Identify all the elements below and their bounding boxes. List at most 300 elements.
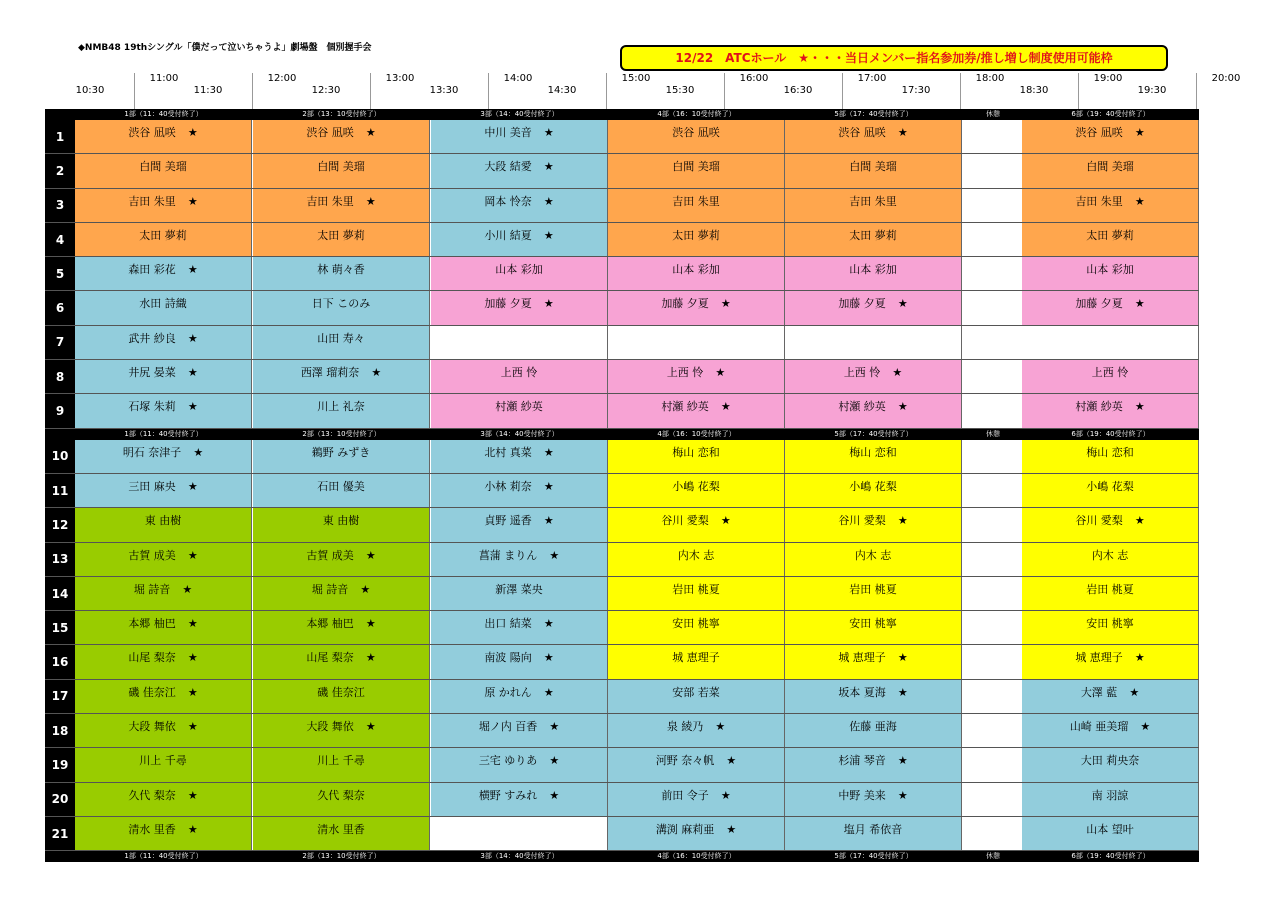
member-name: 谷川 愛梨 — [838, 514, 886, 528]
member-name: 河野 奈々帆 — [655, 754, 715, 768]
break-label: 休憩 — [986, 852, 1000, 861]
half-hour-label: 18:30 — [1019, 85, 1049, 96]
member-slot — [785, 783, 962, 816]
break-gap — [964, 680, 1022, 713]
member-slot — [75, 680, 252, 713]
member-slot — [1022, 508, 1199, 541]
member-name: 坂本 夏海 — [838, 685, 886, 699]
member-name: 安田 桃寧 — [1086, 617, 1134, 631]
session-label: 3部（14：40受付終了） — [480, 110, 559, 118]
member-slot — [608, 611, 785, 644]
star-icon: ★ — [1134, 514, 1145, 528]
session-label: 5部（17：40受付終了） — [834, 852, 913, 861]
member-name: 上西 怜 — [843, 366, 881, 380]
member-name: 堀 詩音 — [311, 582, 349, 596]
member-name: 渋谷 凪咲 — [128, 126, 176, 139]
member-slot — [75, 440, 252, 473]
member-name: 堀ノ内 百香 — [478, 720, 538, 734]
break-gap — [964, 748, 1022, 781]
star-icon: ★ — [187, 194, 198, 208]
member-name: 中野 美来 — [838, 788, 886, 802]
member-name: 小嶋 花梨 — [849, 479, 897, 493]
star-icon: ★ — [543, 126, 554, 139]
member-name: 前田 令子 — [661, 788, 709, 802]
member-name: 山本 彩加 — [1086, 263, 1134, 277]
member-slot — [1022, 394, 1199, 427]
break-gap — [964, 326, 1022, 359]
member-slot — [431, 440, 608, 473]
member-slot — [608, 474, 785, 507]
member-name: 渋谷 凪咲 — [1075, 126, 1123, 139]
member-slot — [1022, 543, 1199, 576]
member-name: 塩月 希依音 — [843, 822, 903, 836]
schedule-grid — [45, 109, 1199, 862]
member-name: 安部 若菜 — [672, 685, 720, 699]
session-label: 4部（16：10受付終了） — [657, 852, 736, 861]
lane-number: 1 — [45, 120, 75, 153]
star-icon: ★ — [543, 514, 554, 528]
lane-row — [45, 120, 1199, 154]
member-name: 加藤 夕夏 — [661, 297, 709, 311]
member-slot — [431, 577, 608, 610]
member-slot — [1022, 189, 1199, 222]
member-slot — [608, 189, 785, 222]
member-name: 加藤 夕夏 — [838, 297, 886, 311]
member-slot — [785, 223, 962, 256]
member-name: 石田 優美 — [317, 479, 365, 493]
hour-tick — [724, 73, 725, 109]
star-icon: ★ — [1134, 126, 1145, 139]
lane-row — [45, 189, 1199, 223]
session-label: 5部（17：40受付終了） — [834, 429, 913, 438]
lane-number: 11 — [45, 474, 75, 507]
member-slot — [608, 223, 785, 256]
member-name: 山本 彩加 — [495, 263, 543, 277]
star-icon: ★ — [360, 582, 371, 596]
member-name: 久代 梨奈 — [128, 788, 176, 802]
star-icon: ★ — [543, 445, 554, 459]
star-icon: ★ — [1134, 651, 1145, 665]
member-name: 山田 寿々 — [317, 331, 365, 345]
member-slot — [608, 577, 785, 610]
star-icon: ★ — [897, 754, 908, 768]
break-gap — [964, 783, 1022, 816]
star-icon: ★ — [549, 548, 560, 562]
star-icon: ★ — [715, 720, 726, 734]
member-name: 梅山 恋和 — [672, 445, 720, 459]
member-slot — [431, 291, 608, 324]
member-slot — [1022, 120, 1199, 153]
member-slot — [253, 326, 430, 359]
session-label: 4部（16：10受付終了） — [657, 110, 736, 118]
member-name: 古賀 成美 — [306, 548, 354, 562]
lane-number: 20 — [45, 783, 75, 816]
member-slot — [75, 508, 252, 541]
member-name: 新澤 菜央 — [495, 582, 543, 596]
member-slot — [253, 680, 430, 713]
member-slot — [1022, 291, 1199, 324]
star-icon: ★ — [1134, 194, 1145, 208]
break-gap — [964, 508, 1022, 541]
member-name: 村瀬 紗英 — [495, 400, 543, 414]
lane-row — [45, 154, 1199, 188]
lane-row — [45, 508, 1199, 542]
member-name: 鵜野 みずき — [311, 445, 371, 459]
star-icon: ★ — [187, 788, 198, 802]
break-gap — [964, 291, 1022, 324]
member-name: 安田 桃寧 — [849, 617, 897, 631]
hour-label: 17:00 — [857, 73, 887, 84]
member-name: 上西 怜 — [1091, 366, 1129, 380]
member-name: 古賀 成美 — [128, 548, 176, 562]
member-slot — [253, 154, 430, 187]
member-name: 加藤 夕夏 — [1075, 297, 1123, 311]
break-gap — [964, 257, 1022, 290]
page-title: ◆NMB48 19thシングル「僕だって泣いちゃうよ」劇場盤 個別握手会 — [78, 43, 372, 53]
member-slot — [75, 645, 252, 678]
hour-tick — [606, 73, 607, 109]
half-hour-label: 13:30 — [429, 85, 459, 96]
member-name: 太田 夢莉 — [317, 228, 365, 242]
member-slot — [253, 120, 430, 153]
member-slot — [253, 189, 430, 222]
session-label: 1部（11：40受付終了） — [124, 852, 203, 861]
member-name: 梅山 恋和 — [1086, 445, 1134, 459]
lane-number: 21 — [45, 817, 75, 850]
member-slot — [431, 154, 608, 187]
member-name: 梅山 恋和 — [849, 445, 897, 459]
member-slot — [253, 714, 430, 747]
half-hour-label: 10:30 — [75, 85, 105, 96]
lane-row — [45, 360, 1199, 394]
member-name: 山尾 梨奈 — [128, 651, 176, 665]
session-label: 6部（19：40受付終了） — [1071, 110, 1150, 118]
member-slot — [608, 714, 785, 747]
session-label: 1部（11：40受付終了） — [124, 110, 203, 118]
star-icon: ★ — [726, 754, 737, 768]
session-label: 6部（19：40受付終了） — [1071, 852, 1150, 861]
star-icon: ★ — [187, 479, 198, 493]
member-slot — [785, 360, 962, 393]
lane-number: 6 — [45, 291, 75, 324]
member-slot — [785, 817, 962, 850]
member-name: 清水 里香 — [128, 822, 176, 836]
member-slot — [785, 394, 962, 427]
member-slot — [785, 326, 962, 359]
lane-row — [45, 748, 1199, 782]
star-icon: ★ — [726, 822, 737, 836]
half-hour-label: 17:30 — [901, 85, 931, 96]
member-name: 東 由樹 — [144, 514, 182, 528]
member-slot — [75, 360, 252, 393]
lane-row — [45, 394, 1199, 428]
member-name: 大田 莉央奈 — [1080, 754, 1140, 768]
lane-number: 9 — [45, 394, 75, 427]
member-slot — [75, 714, 252, 747]
break-gap — [964, 154, 1022, 187]
break-gap — [964, 120, 1022, 153]
member-slot — [785, 645, 962, 678]
member-slot — [608, 440, 785, 473]
member-slot — [253, 543, 430, 576]
member-name: 堀 詩音 — [133, 582, 171, 596]
star-icon: ★ — [549, 754, 560, 768]
star-icon: ★ — [549, 720, 560, 734]
break-gap — [964, 817, 1022, 850]
member-name: 日下 このみ — [311, 297, 371, 311]
member-name: 泉 綾乃 — [666, 720, 704, 734]
break-gap — [964, 611, 1022, 644]
member-name: 白間 美瑠 — [849, 160, 897, 174]
member-slot — [253, 360, 430, 393]
member-name: 中川 美音 — [484, 126, 532, 139]
member-name: 貞野 遥香 — [484, 514, 532, 528]
member-slot — [253, 817, 430, 850]
star-icon: ★ — [365, 720, 376, 734]
member-slot — [431, 748, 608, 781]
hour-tick — [1078, 73, 1079, 109]
lane-number: 14 — [45, 577, 75, 610]
member-slot — [431, 714, 608, 747]
star-icon: ★ — [187, 617, 198, 631]
star-icon: ★ — [1129, 685, 1140, 699]
member-name: 上西 怜 — [500, 366, 538, 380]
member-slot — [785, 543, 962, 576]
star-icon: ★ — [187, 331, 198, 345]
star-icon: ★ — [365, 548, 376, 562]
star-icon: ★ — [193, 445, 204, 459]
member-name: 谷川 愛梨 — [1075, 514, 1123, 528]
member-name: 大澤 藍 — [1080, 685, 1118, 699]
member-slot — [1022, 223, 1199, 256]
member-slot — [785, 440, 962, 473]
session-header-row — [45, 429, 1199, 440]
half-hour-label: 19:30 — [1137, 85, 1167, 96]
member-slot — [608, 645, 785, 678]
lane-row — [45, 680, 1199, 714]
lane-row — [45, 577, 1199, 611]
member-name: 岩田 桃夏 — [1086, 582, 1134, 596]
member-name: 井尻 晏菜 — [128, 366, 176, 380]
member-slot — [75, 154, 252, 187]
member-slot — [75, 817, 252, 850]
member-slot — [785, 680, 962, 713]
member-slot — [785, 714, 962, 747]
member-slot — [431, 680, 608, 713]
member-name: 吉田 朱里 — [849, 194, 897, 208]
member-slot — [75, 394, 252, 427]
star-icon: ★ — [187, 548, 198, 562]
star-icon: ★ — [187, 720, 198, 734]
break-gap — [964, 440, 1022, 473]
member-name: 水田 詩織 — [139, 297, 187, 311]
star-icon: ★ — [715, 366, 726, 380]
star-icon: ★ — [371, 366, 382, 380]
star-icon: ★ — [187, 651, 198, 665]
hour-tick — [252, 73, 253, 109]
lane-row — [45, 714, 1199, 748]
star-icon: ★ — [182, 582, 193, 596]
lane-number: 4 — [45, 223, 75, 256]
break-gap — [964, 189, 1022, 222]
member-slot — [431, 474, 608, 507]
hour-label: 16:00 — [739, 73, 769, 84]
member-slot — [785, 611, 962, 644]
member-slot — [431, 326, 608, 359]
star-icon: ★ — [720, 514, 731, 528]
session-header-row — [45, 109, 1199, 120]
member-slot — [431, 257, 608, 290]
member-slot — [608, 783, 785, 816]
member-name: 山本 彩加 — [849, 263, 897, 277]
member-slot — [431, 223, 608, 256]
time-axis — [75, 73, 1241, 109]
star-icon: ★ — [1134, 297, 1145, 311]
member-slot — [75, 326, 252, 359]
member-name: 白間 美瑠 — [139, 160, 187, 174]
member-name: 佐藤 亜海 — [849, 720, 897, 734]
member-slot — [785, 189, 962, 222]
member-name: 岩田 桃夏 — [672, 582, 720, 596]
session-label: 3部（14：40受付終了） — [480, 429, 559, 438]
member-slot — [1022, 257, 1199, 290]
member-name: 大段 結愛 — [484, 160, 532, 174]
member-slot — [431, 394, 608, 427]
member-slot — [608, 120, 785, 153]
member-name: 西澤 瑠莉奈 — [300, 366, 360, 380]
lane-number: 2 — [45, 154, 75, 187]
member-slot — [75, 120, 252, 153]
member-slot — [75, 748, 252, 781]
member-name: 大段 舞依 — [128, 720, 176, 734]
member-slot — [431, 508, 608, 541]
star-icon: ★ — [187, 400, 198, 414]
member-name: 小林 莉奈 — [484, 479, 532, 493]
star-icon: ★ — [720, 297, 731, 311]
member-name: 南 羽諒 — [1091, 788, 1129, 802]
half-hour-label: 14:30 — [547, 85, 577, 96]
lane-row — [45, 817, 1199, 851]
lane-number: 17 — [45, 680, 75, 713]
star-icon: ★ — [897, 685, 908, 699]
member-name: 山本 望叶 — [1086, 822, 1134, 836]
star-icon: ★ — [897, 788, 908, 802]
member-name: 石塚 朱莉 — [128, 400, 176, 414]
member-name: 上西 怜 — [666, 366, 704, 380]
member-slot — [785, 474, 962, 507]
member-slot — [608, 326, 785, 359]
lane-row — [45, 611, 1199, 645]
member-slot — [1022, 714, 1199, 747]
member-name: 安田 桃寧 — [672, 617, 720, 631]
star-icon: ★ — [897, 651, 908, 665]
hour-label: 20:00 — [1211, 73, 1241, 84]
half-hour-label: 12:30 — [311, 85, 341, 96]
star-icon: ★ — [187, 126, 198, 139]
member-name: 村瀬 紗英 — [661, 400, 709, 414]
member-slot — [608, 508, 785, 541]
lane-row — [45, 223, 1199, 257]
star-icon: ★ — [543, 160, 554, 174]
member-name: 太田 夢莉 — [139, 228, 187, 242]
member-slot — [608, 291, 785, 324]
star-icon: ★ — [1140, 720, 1151, 734]
member-name: 明石 奈津子 — [122, 445, 182, 459]
star-icon: ★ — [365, 617, 376, 631]
hour-label: 14:00 — [503, 73, 533, 84]
member-name: 川上 礼奈 — [317, 400, 365, 414]
member-name: 太田 夢莉 — [849, 228, 897, 242]
session-label: 1部（11：40受付終了） — [124, 429, 203, 438]
star-icon: ★ — [543, 297, 554, 311]
member-name: 磯 佳奈江 — [128, 685, 176, 699]
member-name: 吉田 朱里 — [672, 194, 720, 208]
member-name: 武井 紗良 — [128, 331, 176, 345]
star-icon: ★ — [1134, 400, 1145, 414]
member-name: 吉田 朱里 — [128, 194, 176, 208]
member-name: 横野 すみれ — [478, 788, 538, 802]
member-name: 山本 彩加 — [672, 263, 720, 277]
member-name: 北村 真菜 — [484, 445, 532, 459]
lane-row — [45, 783, 1199, 817]
lane-number: 12 — [45, 508, 75, 541]
member-slot — [1022, 360, 1199, 393]
hour-label: 11:00 — [149, 73, 179, 84]
hour-tick — [488, 73, 489, 109]
session-header-row — [45, 851, 1199, 862]
member-name: 森田 彩花 — [128, 263, 176, 277]
member-slot — [785, 291, 962, 324]
member-slot — [253, 291, 430, 324]
lane-number: 7 — [45, 326, 75, 359]
member-name: 渋谷 凪咲 — [672, 126, 720, 139]
member-name: 内木 志 — [1091, 548, 1129, 562]
star-icon: ★ — [187, 263, 198, 277]
session-label: 2部（13：10受付終了） — [302, 429, 381, 438]
member-name: 久代 梨奈 — [317, 788, 365, 802]
member-name: 清水 里香 — [317, 822, 365, 836]
member-name: 本郷 柚巴 — [306, 617, 354, 631]
member-name: 三宅 ゆりあ — [478, 754, 538, 768]
member-name: 吉田 朱里 — [1075, 194, 1123, 208]
lane-number: 15 — [45, 611, 75, 644]
hour-tick — [842, 73, 843, 109]
member-slot — [608, 154, 785, 187]
member-slot — [75, 577, 252, 610]
star-icon: ★ — [543, 651, 554, 665]
member-slot — [75, 611, 252, 644]
lane-row — [45, 645, 1199, 679]
member-name: 三田 麻央 — [128, 479, 176, 493]
star-icon: ★ — [543, 194, 554, 208]
break-gap — [964, 394, 1022, 427]
star-icon: ★ — [897, 126, 908, 139]
member-slot — [431, 543, 608, 576]
lane-number: 8 — [45, 360, 75, 393]
hour-tick — [960, 73, 961, 109]
member-name: 白間 美瑠 — [1086, 160, 1134, 174]
star-icon: ★ — [365, 651, 376, 665]
lane-row — [45, 291, 1199, 325]
half-hour-label: 15:30 — [665, 85, 695, 96]
member-name: 渋谷 凪咲 — [306, 126, 354, 139]
star-icon: ★ — [892, 366, 903, 380]
member-name: 岡本 怜奈 — [484, 194, 532, 208]
member-slot — [75, 783, 252, 816]
member-slot — [253, 611, 430, 644]
star-icon: ★ — [897, 400, 908, 414]
break-gap — [964, 543, 1022, 576]
